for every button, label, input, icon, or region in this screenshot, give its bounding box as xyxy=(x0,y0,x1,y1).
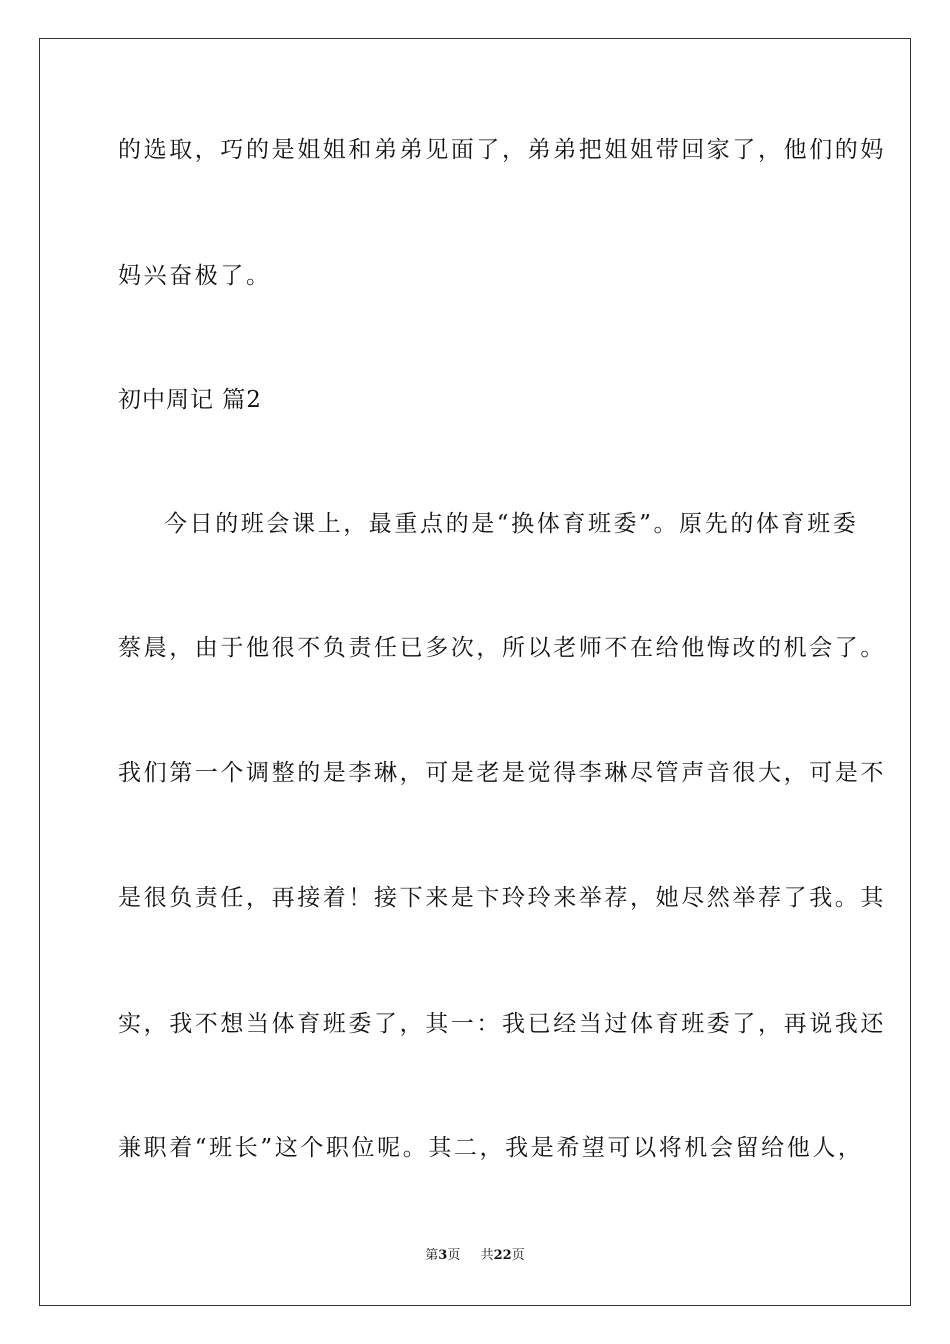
paragraph-line: 蔡晨，由于他很不负责任已多次，所以老师不在给他悔改的机会了。 xyxy=(118,635,886,661)
page-unit: 页 xyxy=(447,1248,461,1263)
total-prefix: 共 xyxy=(480,1248,494,1263)
section-heading: 初中周记 篇2 xyxy=(118,387,262,413)
paragraph-line: 的选取，巧的是姐姐和弟弟见面了，弟弟把姐姐带回家了，他们的妈 xyxy=(118,137,886,163)
paragraph-line: 今日的班会课上，最重点的是“换体育班委”。原先的体育班委 xyxy=(164,511,859,537)
paragraph-line: 兼职着“班长”这个职位呢。其二，我是希望可以将机会留给他人， xyxy=(118,1135,864,1161)
current-page: 3 xyxy=(438,1248,448,1263)
page-footer xyxy=(0,1247,950,1265)
total-unit: 页 xyxy=(511,1248,525,1263)
page-border xyxy=(39,38,911,1306)
paragraph-line: 我们第一个调整的是李琳，可是老是觉得李琳尽管声音很大，可是不 xyxy=(118,760,886,786)
page-prefix: 第 xyxy=(425,1248,439,1263)
paragraph-line: 妈兴奋极了。 xyxy=(118,263,272,289)
total-pages: 22 xyxy=(493,1248,512,1263)
page-total xyxy=(481,1248,525,1263)
paragraph-line: 实，我不想当体育班委了，其一：我已经当过体育班委了，再说我还 xyxy=(118,1011,886,1037)
page-number xyxy=(425,1248,464,1263)
paragraph-line: 是很负责任，再接着！接下来是卞玲玲来举荐，她尽然举荐了我。其 xyxy=(118,885,886,911)
